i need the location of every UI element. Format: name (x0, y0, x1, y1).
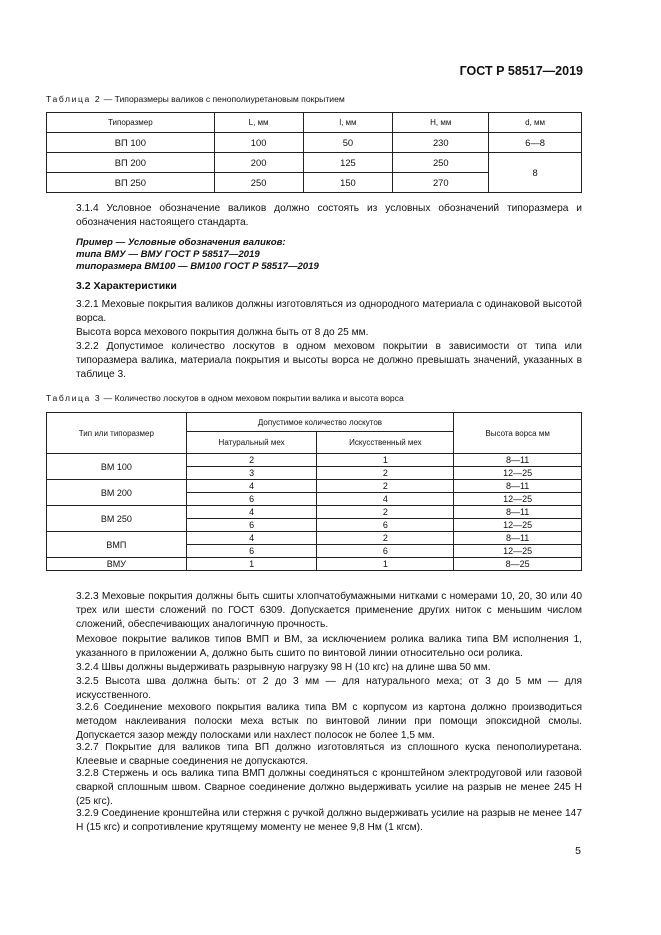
standard-header: ГОСТ Р 58517—2019 (459, 64, 583, 78)
table-cell: 6 (186, 519, 317, 532)
table-cell: 2 (186, 454, 317, 467)
table3-caption-text: — Количество лоскутов в одном меховом покрытии валика и высота ворса (101, 393, 404, 403)
table-cell: 270 (393, 173, 489, 193)
table3-header-height: Высота ворса мм (454, 413, 582, 454)
paragraph-3-2-5: 3.2.5 Высота шва должна быть: от 2 до 3 мм — для натурального меха; от 3 до 5 мм — для искусственного. (76, 676, 582, 702)
table-cell: 2 (317, 480, 454, 493)
table-cell: 230 (393, 133, 489, 153)
table-cell: 4 (186, 480, 317, 493)
table-row (47, 133, 582, 153)
table-cell: 6—8 (489, 133, 582, 153)
table3-header-artificial: Искусственный мех (317, 432, 454, 454)
table-cell: 2 (317, 467, 454, 480)
table-cell: 6 (186, 545, 317, 558)
table-cell: 1 (186, 558, 317, 571)
table-cell: ВМ 100 (47, 454, 187, 480)
table-cell: ВМУ (47, 558, 187, 571)
table-cell: ВМ 200 (47, 480, 187, 506)
table2-header-cell: L, мм (214, 113, 303, 133)
table2-header-cell: l, мм (303, 113, 393, 133)
table3-caption (46, 393, 404, 403)
table-cell: 2 (317, 532, 454, 545)
table-cell: 4 (317, 493, 454, 506)
paragraph-3-2-8: 3.2.8 Стержень и ось валика типа ВМП должны соединяться с кронштейном электродуговой или газовой сваркой сплошным швом. Сварное соединение должно выдерживать усилие на разрыв не менее 245 Н (25 кгс). (76, 768, 582, 808)
table-row (47, 480, 582, 493)
table-cell: 8—11 (454, 532, 582, 545)
paragraph-3-2-4: 3.2.4 Швы должны выдерживать разрывную нагрузку 98 Н (10 кгс) на длине шва 50 мм. (76, 662, 491, 673)
table-cell: ВМ 250 (47, 506, 187, 532)
page-number: 5 (575, 845, 581, 857)
table3-header-type: Тип или типоразмер (47, 413, 187, 454)
table-cell: ВМП (47, 532, 187, 558)
table-row (47, 153, 582, 173)
example-block (76, 237, 319, 274)
paragraph-3-2-9: 3.2.9 Соединение кронштейна или стержня с ручкой должно выдерживать усилие на разрыв не менее 147 Н (15 кгс) и сопротивление крутящему моменту не менее 9,8 Нм (1 кгсм). (76, 808, 582, 834)
table-cell: 12—25 (454, 467, 582, 480)
table-cell: 8—11 (454, 506, 582, 519)
table-cell: 125 (303, 153, 393, 173)
table-row (47, 454, 582, 467)
paragraph-3-2-3-b: Меховое покрытие валиков типов ВМП и ВМ, за исключением ролика валика типа ВМ исполнения 1, указанного в приложении А, должно быть сшито по винтовой линии относительно оси ролика. (76, 634, 582, 660)
table-cell: 8—25 (454, 558, 582, 571)
table2-caption-label: Таблица 2 (46, 94, 102, 104)
table2-caption (46, 94, 345, 104)
table-cell: 3 (186, 467, 317, 480)
table-row (47, 558, 582, 571)
table-cell: ВП 250 (47, 173, 215, 193)
table-cell: 12—25 (454, 545, 582, 558)
paragraph-3-1-4: 3.1.4 Условное обозначение валиков должно состоять из условных обозначений типоразмера и обозначения настоящего стандарта. (76, 203, 582, 229)
table-cell: 6 (317, 519, 454, 532)
paragraph-3-2-6: 3.2.6 Соединение мехового покрытия валика типа ВМ с корпусом из картона должно производиться методом наклеивания полоски меха встык по винтовой линии при помощи эпоксидной смолы. Допускается зазор между полосками или нахлест полосок не более 1,5 мм. (76, 702, 582, 742)
table-row (47, 532, 582, 545)
table-cell: 6 (317, 545, 454, 558)
table-cell: 4 (186, 506, 317, 519)
table-cell: 250 (393, 153, 489, 173)
table-cell: 8—11 (454, 454, 582, 467)
paragraph-3-2-1: 3.2.1 Меховые покрытия валиков должны изготовляться из однородного материала с одинаковой высотой ворса. (76, 299, 582, 325)
table-3 (46, 412, 582, 571)
table-cell: 100 (214, 133, 303, 153)
section-heading: 3.2 Характеристики (76, 280, 177, 292)
table3-caption-label: Таблица 3 (46, 393, 102, 403)
table-cell: 1 (317, 558, 454, 571)
table2-header-cell: H, мм (393, 113, 489, 133)
table-2 (46, 112, 582, 193)
example-line: типоразмера ВМ100 — ВМ100 ГОСТ Р 58517—2019 (76, 261, 319, 273)
table-cell: 8—11 (454, 480, 582, 493)
table-cell: 200 (214, 153, 303, 173)
paragraph-3-2-7: 3.2.7 Покрытие для валиков типа ВП должно изготовляться из сплошного куска пенополиуретана. Клеевые и сварные соединения не допускаются. (76, 742, 582, 768)
table-cell: 12—25 (454, 519, 582, 532)
table-cell: 6 (186, 493, 317, 506)
table2-header-cell: Типоразмер (47, 113, 215, 133)
table-cell: ВП 100 (47, 133, 215, 153)
table2-header-row (47, 113, 582, 133)
paragraph-3-2-3: 3.2.3 Меховые покрытия должны быть сшиты хлопчатобумажными нитками с номерами 10, 20, 30 или 40 трех или шести сложений по ГОСТ 6309. Допускается применение других ниток с меньшим числом сложений, обеспечивающих аналогичную прочность. (76, 591, 582, 631)
paragraph-3-2-1-b: Высота ворса мехового покрытия должна быть от 8 до 25 мм. (76, 327, 369, 338)
table-cell: 150 (303, 173, 393, 193)
table-cell: ВП 200 (47, 153, 215, 173)
table-row (47, 506, 582, 519)
table-cell: 1 (317, 454, 454, 467)
table-cell: 50 (303, 133, 393, 153)
table-cell: 2 (317, 506, 454, 519)
example-line: типа ВМУ — ВМУ ГОСТ Р 58517—2019 (76, 249, 260, 261)
table2-header-cell: d, мм (489, 113, 582, 133)
table3-header-group: Допустимое количество лоскутов (186, 413, 454, 432)
paragraph-3-2-2: 3.2.2 Допустимое количество лоскутов в одном меховом покрытии в зависимости от типа или типоразмера валика, материала покрытия и высоты ворса не должно превышать значений, указанных в таблице 3. (76, 341, 582, 381)
table-cell: 12—25 (454, 493, 582, 506)
table3-header-natural: Натуральный мех (186, 432, 317, 454)
example-title: Пример — Условные обозначения валиков: (76, 237, 286, 248)
table2-caption-text: — Типоразмеры валиков с пенополиуретановым покрытием (101, 94, 345, 104)
table-cell: 4 (186, 532, 317, 545)
table-cell: 250 (214, 173, 303, 193)
table-cell: 8 (489, 153, 582, 193)
